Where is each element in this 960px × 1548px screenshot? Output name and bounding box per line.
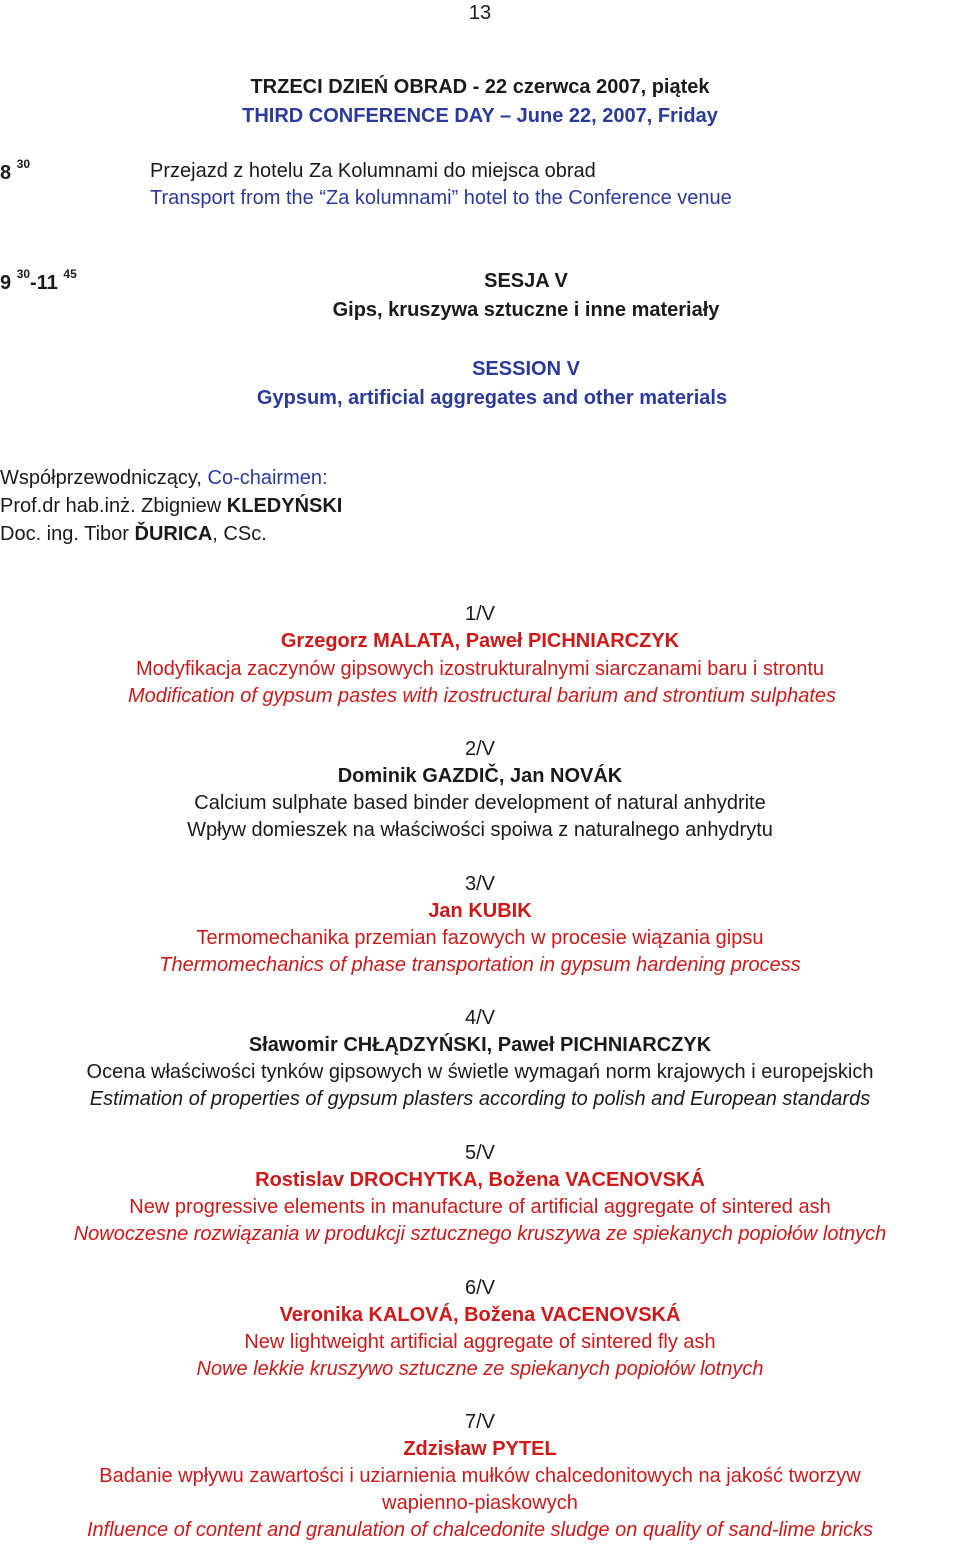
paper-4-author-1-first: Sławomir [248,1034,344,1056]
paper-6-author-2-first: Božena [464,1304,541,1326]
transport-text-pl: Przejazd z hotelu Za Kolumnami do miejsca obrad [150,160,596,182]
paper-5-author-1-last: DROCHYTKA [349,1169,478,1191]
paper-4-author-2-last: PICHNIARCZYK [560,1034,712,1056]
chair-2-prefix: Doc. ing. Tibor [0,523,135,545]
session-time-start-min: 30 [16,267,31,282]
paper-1-number: 1/V [464,603,496,625]
paper-1-author-1-last: MALATA [373,630,455,652]
page-number: 13 [468,2,492,24]
transport-text-en: Transport from the “Za kolumnami” hotel to the Conference venue [150,187,732,209]
transport-time-min: 30 [16,157,31,172]
transport-time-hour: 8 [0,162,12,184]
session-time-start-hour: 9 [0,272,12,294]
paper-3-title-1: Termomechanika przemian fazowych w procesie wiązania gipsu [196,927,764,949]
session-title-en: SESSION V [472,358,580,380]
paper-1-author-1-first: Grzegorz [280,630,374,652]
paper-5-authors: Rostislav DROCHYTKA, Božena VACENOVSKÁ [255,1169,705,1191]
session-subtitle-pl: Gips, kruszywa sztuczne i inne materiały [332,299,720,321]
paper-4-title-1: Ocena właściwości tynków gipsowych w świetle wymagań norm krajowych i europejskich [86,1061,874,1083]
transport-time [0,157,31,187]
paper-6-author-1-last: KALOVÁ [368,1304,453,1326]
paper-2-author-1-first: Dominik [337,765,423,787]
paper-5-title-1: New progressive elements in manufacture of artificial aggregate of sintered ash [129,1196,831,1218]
paper-4-author-2-first: Paweł [497,1034,561,1056]
paper-3-authors [0,898,960,925]
paper-3-author-1-last: KUBIK [468,900,532,922]
paper-4-title-2: Estimation of properties of gypsum plasters according to polish and European standards [89,1088,871,1110]
paper-5-title-2: Nowoczesne rozwiązania w produkcji sztucznego kruszywa ze spiekanych popiołów lotnych [73,1223,887,1245]
session-time-sep: -11 [30,272,58,294]
paper-2-author-2-first: Jan [509,765,551,787]
paper-1-authors: Grzegorz MALATA, Paweł PICHNIARCZYK [280,630,680,652]
session-time-end-min: 45 [63,267,77,282]
paper-2-title-2: Wpływ domieszek na właściwości spoiwa z naturalnego anhydrytu [187,819,773,841]
session-title-pl: SESJA V [484,270,568,292]
chairs-label [0,465,328,492]
paper-2-author-1-last: GAZDIČ [422,765,499,787]
chair-2-suffix: , CSc. [212,523,267,545]
paper-7-author-1-last: PYTEL [492,1438,557,1460]
paper-3-number: 3/V [464,873,496,895]
chair-1-prefix: Prof.dr hab.inż. Zbigniew [0,495,227,517]
paper-7-author-1-first: Zdzisław [403,1438,493,1460]
paper-5-author-2-last: VACENOVSKÁ [565,1169,705,1191]
paper-2-number: 2/V [464,738,496,760]
chair-2-name: ĎURICA [134,523,213,545]
chair-1-name: KLEDYŃSKI [226,495,343,517]
chair-2 [0,521,267,548]
paper-6-number: 6/V [464,1277,496,1299]
paper-2-author-2-last: NOVÁK [550,765,623,787]
paper-6-author-2-last: VACENOVSKÁ [540,1304,681,1326]
paper-5-author-1-first: Rostislav [255,1169,350,1191]
paper-7-number: 7/V [464,1411,496,1433]
paper-7-title-2: Influence of content and granulation of chalcedonite sludge on quality of sand-lime bricks [86,1519,874,1541]
paper-1-author-2-first: Paweł [465,630,528,652]
paper-6-title-2: Nowe lekkie kruszywo sztuczne ze spiekanych popiołów lotnych [196,1358,764,1380]
chairs-label-pl: Współprzewodniczący, [0,467,202,489]
day-title-pl: TRZECI DZIEŃ OBRAD - 22 czerwca 2007, piątek [250,76,710,98]
paper-3-author-1-first: Jan [428,900,469,922]
paper-1-title-1: Modyfikacja zaczynów gipsowych izostrukturalnymi siarczanami baru i strontu [135,658,825,680]
paper-6-author-1-first: Veronika [279,1304,369,1326]
paper-5-author-2-first: Božena [488,1169,566,1191]
paper-7-title-1b: wapienno-piaskowych [382,1492,578,1514]
paper-3-title-2: Thermomechanics of phase transportation in gypsum hardening process [159,954,801,976]
paper-2-authors: Dominik GAZDIČ, Jan NOVÁK [337,765,623,787]
day-title-en: THIRD CONFERENCE DAY – June 22, 2007, Friday [242,105,718,127]
paper-1-author-2-last: PICHNIARCZYK [527,630,680,652]
chairs-label-en: Co-chairmen: [207,467,328,489]
paper-1-title-2: Modification of gypsum pastes with izostructural barium and strontium sulphates [127,685,837,707]
paper-4-authors: Sławomir CHŁĄDZYŃSKI, Paweł PICHNIARCZYK [248,1034,712,1056]
chair-1 [0,493,342,520]
session-subtitle-en: Gypsum, artificial aggregates and other materials [256,387,728,409]
paper-5-number: 5/V [464,1142,496,1164]
paper-4-number: 4/V [464,1007,496,1029]
paper-6-title-1: New lightweight artificial aggregate of sintered fly ash [244,1331,716,1353]
paper-4-author-1-last: CHŁĄDZYŃSKI [343,1034,487,1056]
paper-7-title-1a: Badanie wpływu zawartości i uziarnienia mułków chalcedonitowych na jakość tworzyw [99,1465,861,1487]
paper-6-authors: Veronika KALOVÁ, Božena VACENOVSKÁ [279,1304,681,1326]
paper-2-title-1: Calcium sulphate based binder development of natural anhydrite [194,792,766,814]
paper-7-authors [0,1436,960,1463]
